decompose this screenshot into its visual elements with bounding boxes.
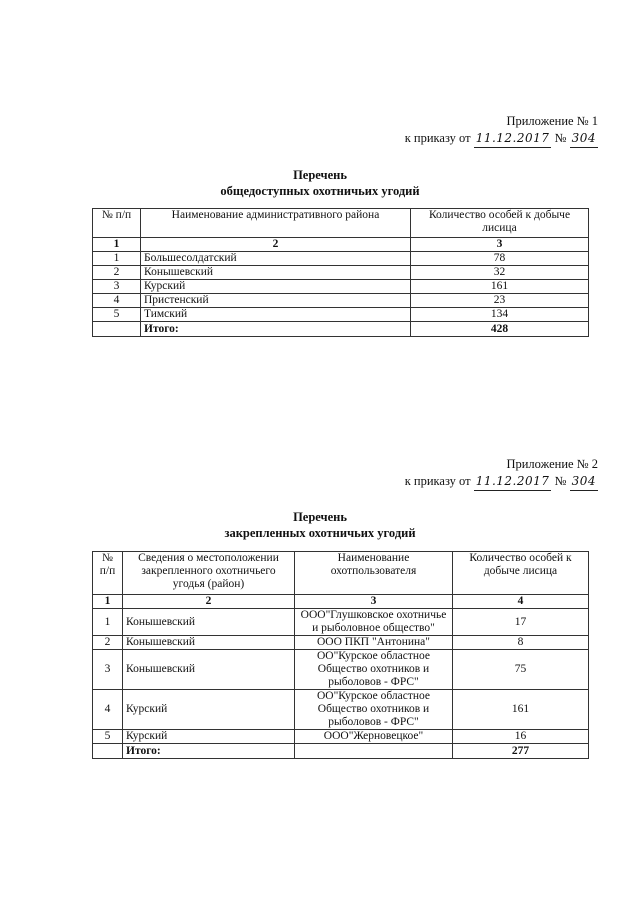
row-count: 75	[453, 650, 589, 690]
row-number: 5	[93, 730, 123, 744]
appendix-2-title: Приложение № 2	[506, 457, 598, 471]
total-row	[93, 744, 589, 759]
row-district: Конышевский	[123, 609, 295, 636]
row-number: 4	[93, 690, 123, 730]
row-count: 32	[411, 266, 589, 280]
row-number: 1	[93, 609, 123, 636]
appendix-1-title: Приложение № 1	[506, 114, 598, 128]
column-numbers-row	[93, 595, 589, 609]
row-user: ООО"Глушковское охотничье и рыболовное общество"	[295, 609, 453, 636]
order-number-handwritten: 304	[570, 130, 598, 148]
row-number: 3	[93, 650, 123, 690]
order-date-handwritten: 11.12.2017	[474, 473, 552, 491]
row-user: ОО"Курское областное Общество охотников и рыболовов - ФРС"	[295, 690, 453, 730]
row-user: ОО"Курское областное Общество охотников и рыболовов - ФРС"	[295, 650, 453, 690]
appendix-2-order-line	[405, 473, 598, 491]
table-row	[93, 609, 589, 636]
table-row	[93, 266, 589, 280]
row-number: 3	[93, 280, 141, 294]
row-count: 134	[411, 308, 589, 322]
order-prefix: к приказу от	[404, 131, 471, 145]
order-number-label: №	[554, 131, 567, 145]
col-num-2: 2	[141, 238, 411, 252]
table-row	[93, 730, 589, 744]
title-1	[0, 167, 640, 199]
row-count: 23	[411, 294, 589, 308]
table-row	[93, 690, 589, 730]
row-district: Курский	[141, 280, 411, 294]
col-num-4: 4	[453, 595, 589, 609]
header-district: Наименование административного района	[141, 209, 411, 238]
header-number: № п/п	[93, 209, 141, 238]
table-row	[93, 308, 589, 322]
total-value: 428	[411, 322, 589, 337]
title-2-line-2: закрепленных охотничьих угодий	[224, 526, 416, 540]
header-number: № п/п	[93, 552, 123, 595]
row-count: 17	[453, 609, 589, 636]
row-count: 161	[453, 690, 589, 730]
row-district: Курский	[123, 730, 295, 744]
row-user: ООО"Жерновецкое"	[295, 730, 453, 744]
row-number: 4	[93, 294, 141, 308]
table-header-row	[93, 209, 589, 238]
col-num-1: 1	[93, 238, 141, 252]
row-district: Курский	[123, 690, 295, 730]
row-district: Пристенский	[141, 294, 411, 308]
order-number-label: №	[554, 474, 567, 488]
row-number: 2	[93, 636, 123, 650]
col-num-1: 1	[93, 595, 123, 609]
row-district: Конышевский	[141, 266, 411, 280]
table-row	[93, 650, 589, 690]
col-num-3: 3	[411, 238, 589, 252]
table-row	[93, 280, 589, 294]
total-empty-cell	[93, 322, 141, 337]
row-district: Тимский	[141, 308, 411, 322]
header-location: Сведения о местоположении закрепленного охотничьего угодья (район)	[123, 552, 295, 595]
table-assigned-hunting-grounds	[92, 551, 589, 759]
total-label: Итого:	[123, 744, 295, 759]
col-num-2: 2	[123, 595, 295, 609]
table-public-hunting-grounds	[92, 208, 589, 337]
title-2-line-1: Перечень	[293, 510, 347, 524]
column-numbers-row	[93, 238, 589, 252]
order-date-handwritten: 11.12.2017	[474, 130, 552, 148]
row-district: Конышевский	[123, 636, 295, 650]
row-number: 1	[93, 252, 141, 266]
appendix-1-header	[405, 113, 598, 148]
title-1-line-1: Перечень	[293, 168, 347, 182]
row-count: 8	[453, 636, 589, 650]
appendix-2-header	[405, 456, 598, 491]
title-1-line-2: общедоступных охотничьих угодий	[220, 184, 420, 198]
row-count: 78	[411, 252, 589, 266]
title-2	[0, 509, 640, 541]
row-number: 5	[93, 308, 141, 322]
header-count: Количество особей к добыче лисица	[411, 209, 589, 238]
total-value: 277	[453, 744, 589, 759]
header-user: Наименование охотпользователя	[295, 552, 453, 595]
total-empty-cell	[93, 744, 123, 759]
header-count: Количество особей к добыче лисица	[453, 552, 589, 595]
col-num-3: 3	[295, 595, 453, 609]
row-number: 2	[93, 266, 141, 280]
row-district: Конышевский	[123, 650, 295, 690]
table-header-row	[93, 552, 589, 595]
row-count: 16	[453, 730, 589, 744]
table-row	[93, 294, 589, 308]
total-label: Итого:	[141, 322, 411, 337]
row-count: 161	[411, 280, 589, 294]
order-prefix: к приказу от	[404, 474, 471, 488]
table-row	[93, 252, 589, 266]
order-number-handwritten: 304	[570, 473, 598, 491]
total-empty-cell	[295, 744, 453, 759]
total-row	[93, 322, 589, 337]
appendix-1-order-line	[405, 130, 598, 148]
row-district: Большесолдатский	[141, 252, 411, 266]
table-row	[93, 636, 589, 650]
row-user: ООО ПКП "Антонина"	[295, 636, 453, 650]
